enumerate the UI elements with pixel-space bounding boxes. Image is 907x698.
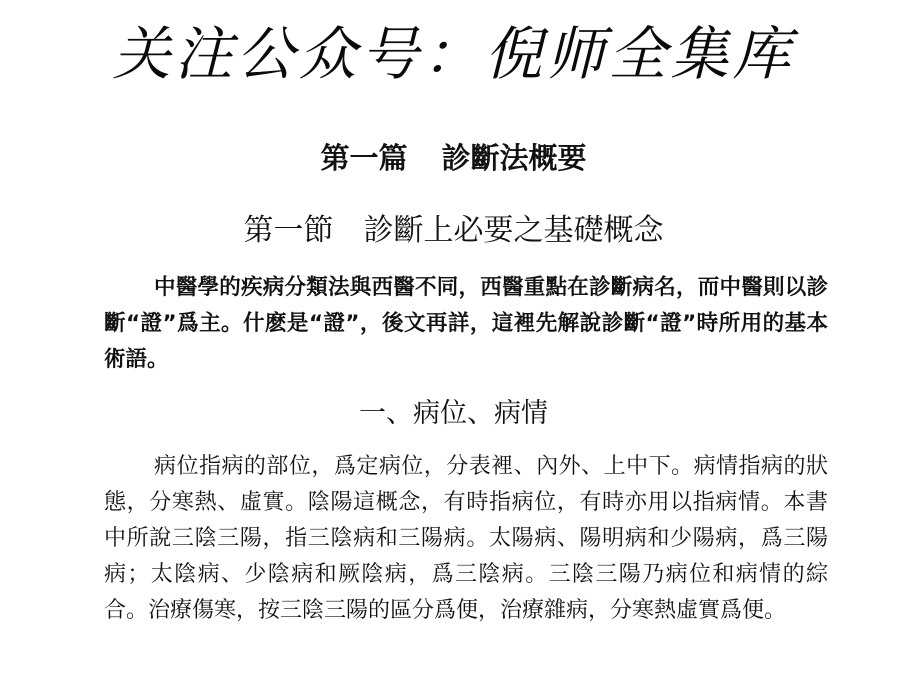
- chapter-title: [0, 138, 907, 178]
- intro-paragraph: 中醫學的疾病分類法與西醫不同，西醫重點在診斷病名，而中醫則以診斷“證”爲主。什麽是“證”，後文再詳，這裡先解說診斷“證”時所用的基本術語。: [104, 275, 828, 372]
- section-title: [0, 210, 907, 252]
- chapter-label: 第一篇: [320, 141, 408, 175]
- chapter-name: 診斷法概要: [441, 141, 587, 175]
- body-paragraph: 病位指病的部位，爲定病位，分表裡、內外、上中下。病情指病的狀態，分寒熱、虛實。陰陽這概念，有時指病位，有時亦用以指病情。本書中所說三陰三陽，指三陰病和三陽病。太陽病、陽明病和少陽病，爲三陽病；太陰病、少陰病和厥陰病，爲三陰病。三陰三陽乃病位和病情的綜合。治療傷寒，按三陰三陽的區分爲便，治療雜病，分寒熱虛實爲便。: [104, 454, 828, 623]
- watermark-heading: 关注公众号：倪师全集库: [112, 20, 795, 88]
- section-name: 診斷上必要之基礎概念: [363, 213, 664, 248]
- section-label: 第一節: [243, 213, 334, 248]
- subsection-title: 一、病位、病情: [359, 398, 548, 429]
